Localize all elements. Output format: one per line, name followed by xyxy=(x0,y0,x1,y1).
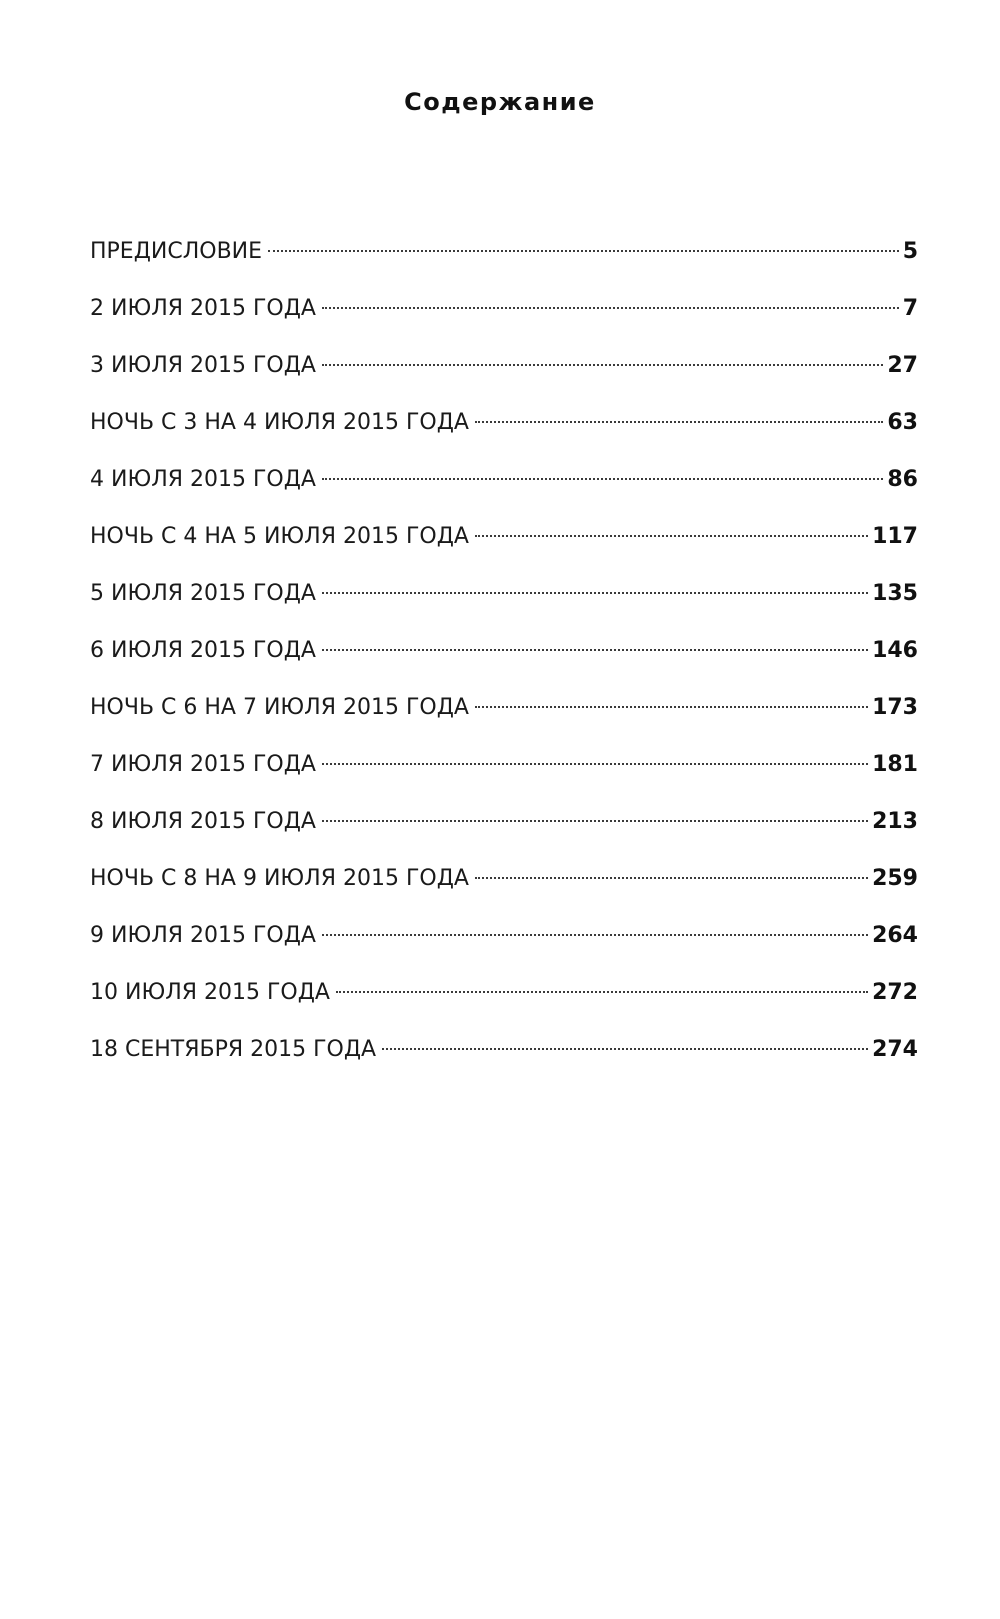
entry-page-number: 27 xyxy=(887,353,918,378)
dot-leader xyxy=(336,991,868,993)
entry-title: 4 ИЮЛЯ 2015 ГОДА xyxy=(90,467,316,492)
entry-title: НОЧЬ С 8 НА 9 ИЮЛЯ 2015 ГОДА xyxy=(90,866,469,891)
entry-page-number: 181 xyxy=(872,752,918,777)
toc-entry[interactable] xyxy=(90,578,918,635)
dot-leader xyxy=(475,877,868,879)
entry-page-number: 86 xyxy=(887,467,918,492)
entry-page-number: 5 xyxy=(902,239,918,264)
entry-page-number: 264 xyxy=(872,923,918,948)
dot-leader xyxy=(382,1048,868,1050)
entry-page-number: 259 xyxy=(872,866,918,891)
entry-title: 5 ИЮЛЯ 2015 ГОДА xyxy=(90,581,316,606)
dot-leader xyxy=(322,649,868,651)
toc-entry[interactable] xyxy=(90,521,918,578)
dot-leader xyxy=(322,934,868,936)
entry-page-number: 63 xyxy=(887,410,918,435)
entry-page-number: 213 xyxy=(872,809,918,834)
entry-page-number: 146 xyxy=(872,638,918,663)
dot-leader xyxy=(268,250,899,252)
toc-entry[interactable] xyxy=(90,407,918,464)
entry-title: 8 ИЮЛЯ 2015 ГОДА xyxy=(90,809,316,834)
entry-page-number: 135 xyxy=(872,581,918,606)
toc-entry[interactable] xyxy=(90,692,918,749)
table-of-contents xyxy=(90,236,918,1091)
toc-entry[interactable] xyxy=(90,635,918,692)
toc-entry[interactable] xyxy=(90,977,918,1034)
dot-leader xyxy=(322,478,883,480)
entry-title: 18 СЕНТЯБРЯ 2015 ГОДА xyxy=(90,1037,377,1062)
toc-entry[interactable] xyxy=(90,749,918,806)
toc-entry[interactable] xyxy=(90,806,918,863)
toc-entry[interactable] xyxy=(90,920,918,977)
entry-page-number: 7 xyxy=(902,296,918,321)
dot-leader xyxy=(322,307,899,309)
toc-entry[interactable] xyxy=(90,293,918,350)
dot-leader xyxy=(322,763,868,765)
dot-leader xyxy=(322,820,868,822)
page-title: Содержание xyxy=(404,88,596,116)
entry-page-number: 274 xyxy=(872,1037,918,1062)
entry-title: 3 ИЮЛЯ 2015 ГОДА xyxy=(90,353,316,378)
toc-entry[interactable] xyxy=(90,464,918,521)
toc-entry[interactable] xyxy=(90,863,918,920)
dot-leader xyxy=(475,706,868,708)
entry-page-number: 272 xyxy=(872,980,918,1005)
entry-title: НОЧЬ С 6 НА 7 ИЮЛЯ 2015 ГОДА xyxy=(90,695,469,720)
entry-title: 7 ИЮЛЯ 2015 ГОДА xyxy=(90,752,316,777)
entry-page-number: 173 xyxy=(872,695,918,720)
entry-page-number: 117 xyxy=(872,524,918,549)
dot-leader xyxy=(322,364,883,366)
entry-title: ПРЕДИСЛОВИЕ xyxy=(90,239,263,264)
toc-entry[interactable] xyxy=(90,1034,918,1091)
dot-leader xyxy=(322,592,868,594)
dot-leader xyxy=(475,535,868,537)
toc-entry[interactable] xyxy=(90,236,918,293)
entry-title: 2 ИЮЛЯ 2015 ГОДА xyxy=(90,296,316,321)
entry-title: 6 ИЮЛЯ 2015 ГОДА xyxy=(90,638,316,663)
entry-title: 10 ИЮЛЯ 2015 ГОДА xyxy=(90,980,330,1005)
toc-entry[interactable] xyxy=(90,350,918,407)
entry-title: НОЧЬ С 3 НА 4 ИЮЛЯ 2015 ГОДА xyxy=(90,410,469,435)
dot-leader xyxy=(475,421,883,423)
entry-title: 9 ИЮЛЯ 2015 ГОДА xyxy=(90,923,316,948)
entry-title: НОЧЬ С 4 НА 5 ИЮЛЯ 2015 ГОДА xyxy=(90,524,469,549)
